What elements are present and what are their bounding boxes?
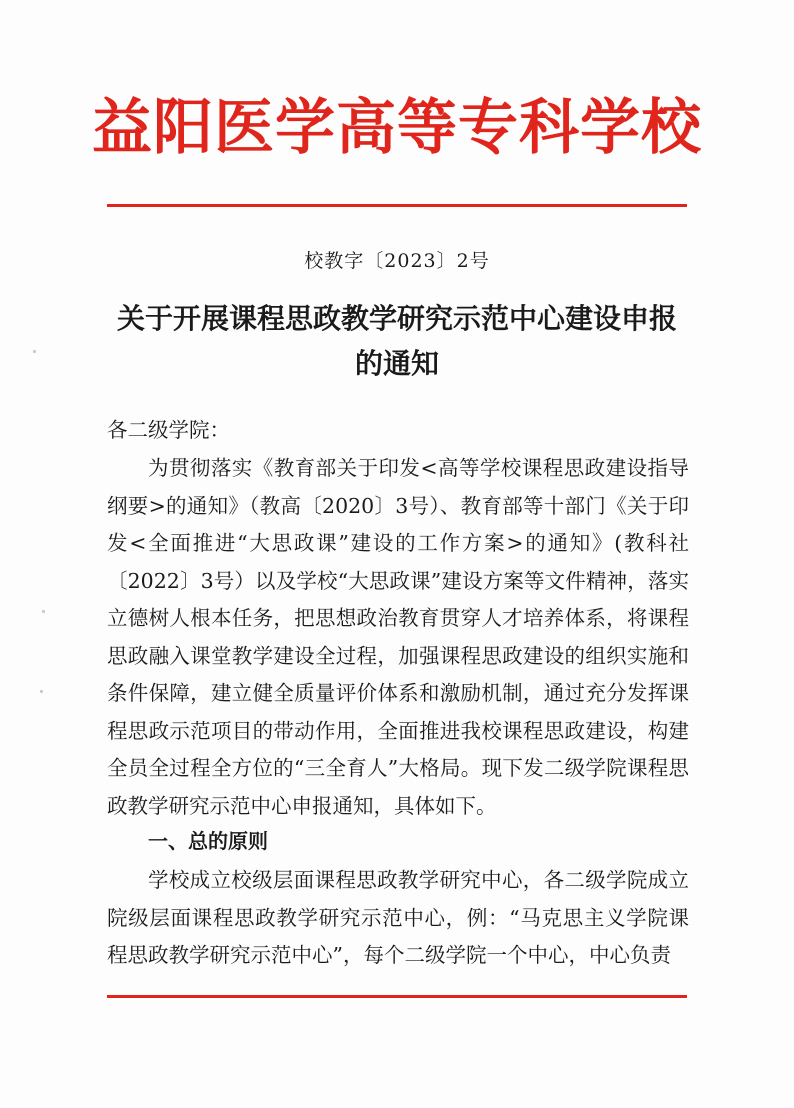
letterhead-institution-name: 益阳医学高等专科学校: [92, 93, 702, 163]
document-title: [95, 296, 699, 386]
document-number: 校教字〔2023〕2号: [304, 250, 490, 272]
section-heading-principles: 一、总的原则: [148, 829, 268, 853]
scan-speck: [33, 350, 36, 353]
footer-red-rule: [107, 995, 687, 998]
body-paragraph-2: 学校成立校级层面课程思政教学研究中心，各二级学院成立院级层面课程思政教学研究示范中心，例：“马克思主义学院课程思政教学研究示范中心”，每个二级学院一个中心，中心负责: [107, 868, 689, 967]
letterhead-red-rule: [107, 204, 687, 207]
scan-speck: [40, 690, 43, 693]
salutation: 各二级学院：: [107, 418, 230, 442]
document-title-line-2: 的通知: [354, 347, 439, 380]
scan-speck: [42, 610, 45, 613]
body-paragraph-1: 为贯彻落实《教育部关于印发<高等学校课程思政建设指导纲要>的通知》（教高〔2020〕3号）、教育部等十部门《关于印发<全面推进“大思政课”建设的工作方案>的通知》(教科社〔2022〕3号）以及学校“大思政课”建设方案等文件精神，落实立德树人根本任务，把思想政治教育贯穿人才培养体系，将课程思政融入课堂教学建设全过程，加强课程思政建设的组织实施和条件保障，建立健全质量评价体系和激励机制，通过充分发挥课程思政示范项目的带动作用，全面推进我校课程思政建设，构建全员全过程全方位的“三全育人”大格局。现下发二级学院课程思政教学研究示范中心申报通知，具体如下。: [107, 456, 689, 818]
document-title-line-1: 关于开展课程思政教学研究示范中心建设申报: [116, 302, 677, 335]
